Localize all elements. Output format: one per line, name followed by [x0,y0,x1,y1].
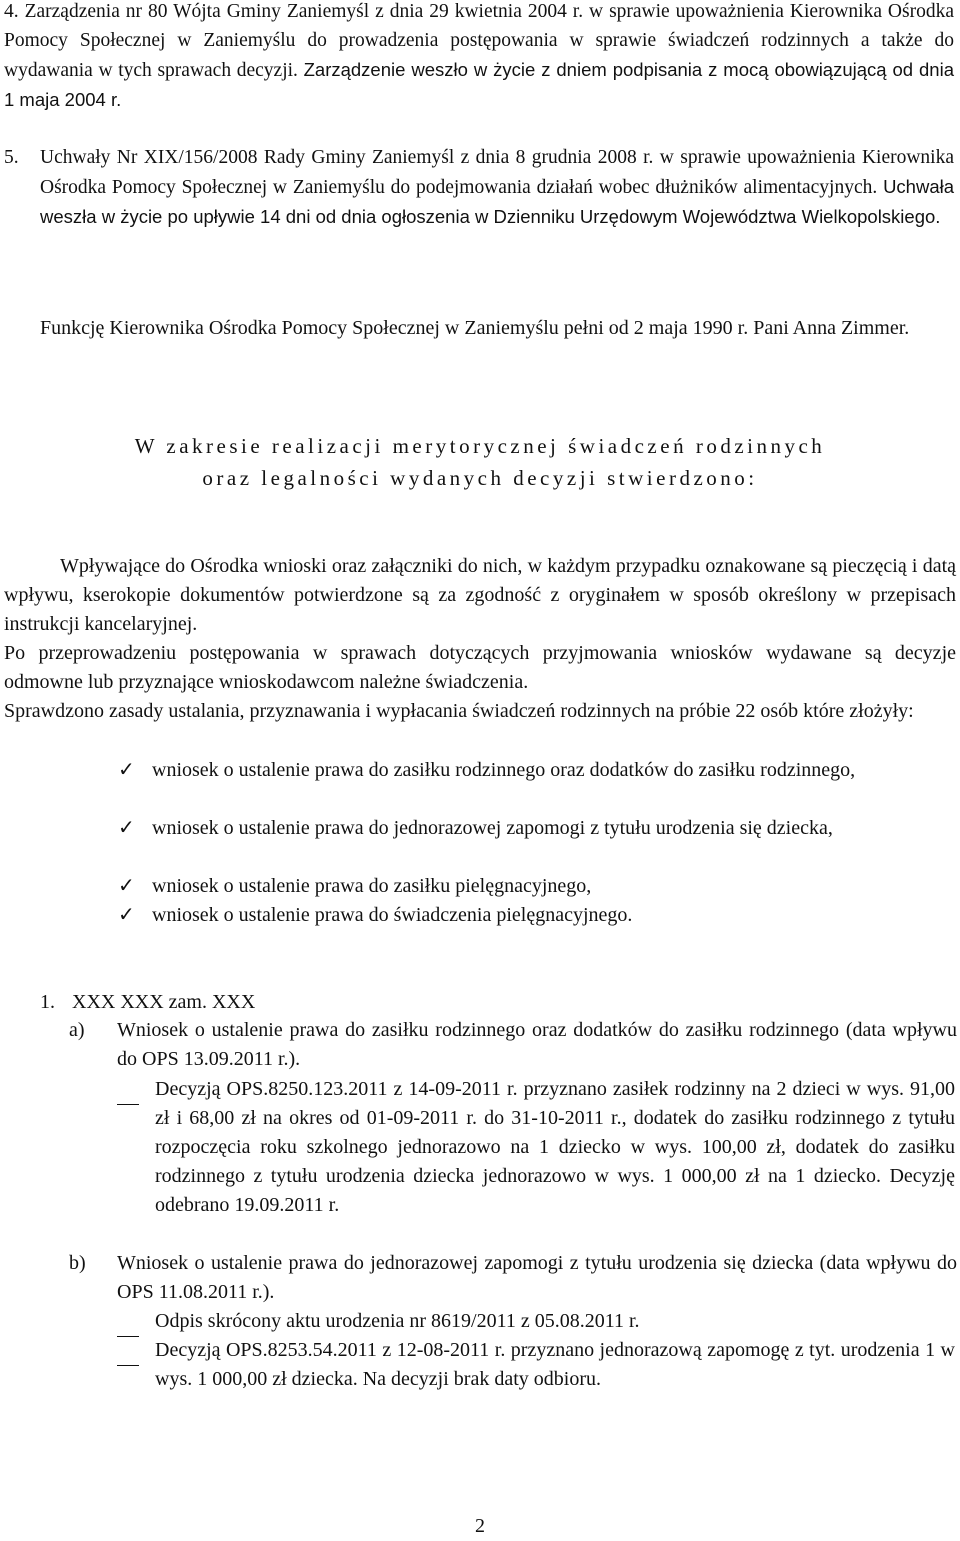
dash-icon [117,1089,139,1118]
case-subitem-a [69,1016,957,1074]
case-bullet [155,1307,955,1336]
list-item-5 [4,143,955,232]
case-subitem-b [69,1249,957,1307]
item-4-text: Zarządzenia nr 80 Wójta Gminy Zaniemyśl z dnia 29 kwietnia 2004 r. w sprawie upoważnienia Kierownika Ośrodka Pomocy Społecznej w Zaniemyślu do prowadzenia postępowania w sprawie świadczeń rodzinnych a także do wydawania w tych sprawach decyzji. [4,1,955,81]
item-5-note: Uchwała weszła w życie po upływie 14 dni od dnia ogłoszenia w Dzienniku Urzędowym Województwa Wielkopolskiego. [40,176,955,227]
checklist-item-text: wniosek o ustalenie prawa do zasiłku rodzinnego oraz dodatków do zasiłku rodzinnego, [152,759,856,781]
checklist-item [118,814,956,843]
subitem-text: Wniosek o ustalenie prawa do zasiłku rodzinnego oraz dodatków do zasiłku rodzinnego (data wpływu do OPS 13.09.2011 r.). [117,1019,957,1070]
case-bullet [155,1336,955,1394]
page-number: 2 [475,1515,485,1537]
paragraph-3: Sprawdzono zasady ustalania, przyznawania i wypłacania świadczeń rodzinnych na próbie 22 osób które złożyły: [4,700,914,722]
check-icon: ✓ [118,817,135,839]
heading-line-2: oraz legalności wydanych decyzji stwierdzono: [202,466,758,490]
checklist-item-text: wniosek o ustalenie prawa do świadczenia pielęgnacyjnego. [152,904,633,926]
heading-line-1: W zakresie realizacji merytorycznej świadczeń rodzinnych [134,434,826,458]
dash-icon [117,1350,139,1379]
check-icon: ✓ [118,904,135,926]
section-heading [0,430,960,494]
paragraph-1: Wpływające do Ośrodka wnioski oraz załączniki do nich, w każdym przypadku oznakowane są pieczęcią i datą wpływu, kserokopie dokumentów potwierdzone są za zgodność z oryginałem w sposób określony w przepisach instrukcji kancelaryjnej. [4,555,956,635]
case-header [40,988,640,1017]
function-note: Funkcję Kierownika Ośrodka Pomocy Społecznej w Zaniemyślu pełni od 2 maja 1990 r. Pani Anna Zimmer. [40,317,910,339]
case-name: XXX XXX zam. XXX [72,991,256,1013]
checklist-item [118,756,956,785]
subitem-label: a) [69,1019,85,1041]
bullet-text: Decyzją OPS.8250.123.2011 z 14-09-2011 r. przyznano zasiłek rodzinny na 2 dzieci w wys. 91,00 zł i 68,00 zł na okres od 01-09-2011 r. do 31-10-2011 r., dodatek do zasiłku rodzinnego z tytułu rozpoczęcia roku szkolnego jednorazowo na 1 dziecko w wys. 100,00 zł, dodatek do zasiłku rodzinnego z tytułu urodzenia dziecka jednorazowo w wys. 1 000,00 zł na 1 dziecko. Decyzję odebrano 19.09.2011 r. [155,1078,955,1216]
paragraph-2: Po przeprowadzeniu postępowania w sprawach dotyczących przyjmowania wniosków wydawane są decyzje odmowne lub przyznające wnioskodawcom należne świadczenia. [4,642,956,693]
checklist-item-text: wniosek o ustalenie prawa do jednorazowej zapomogi z tytułu urodzenia się dziecka, [152,817,833,839]
checklist-item-text: wniosek o ustalenie prawa do zasiłku pielęgnacyjnego, [152,875,592,897]
case-number: 1. [40,991,55,1013]
check-icon: ✓ [118,875,135,897]
item-5-text: Uchwały Nr XIX/156/2008 Rady Gminy Zaniemyśl z dnia 8 grudnia 2008 r. w sprawie upoważnienia Kierownika Ośrodka Pomocy Społecznej w Zaniemyślu do podejmowania działań wobec dłużników alimentacyjnych. [40,147,954,198]
item-4-note: Zarządzenie weszło w życie z dniem podpisania z mocą obowiązującą od dnia 1 maja 2004 r. [4,59,954,110]
checklist-item [118,901,956,930]
bullet-text: Decyzją OPS.8253.54.2011 z 12-08-2011 r. przyznano jednorazową zapomogę z tyt. urodzenia 1 w wys. 1 000,00 zł dziecka. Na decyzji brak daty odbioru. [155,1339,955,1390]
bullet-text: Odpis skrócony aktu urodzenia nr 8619/2011 z 05.08.2011 r. [155,1310,640,1332]
check-icon: ✓ [118,759,135,781]
case-bullet [155,1075,955,1220]
subitem-label: b) [69,1252,86,1274]
list-item-4 [4,0,954,115]
subitem-text: Wniosek o ustalenie prawa do jednorazowej zapomogi z tytułu urodzenia się dziecka (data wpływu do OPS 11.08.2011 r.). [117,1252,957,1303]
checklist-item [118,872,956,901]
item-5-number: 5. [4,147,19,168]
dash-icon [117,1321,139,1350]
item-4-number: 4. [4,1,19,22]
